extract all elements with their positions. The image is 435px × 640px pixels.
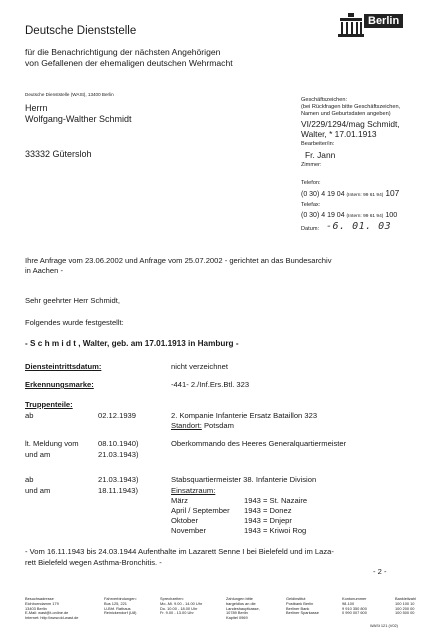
unit3-area-label: Einsatzraum: [171, 486, 216, 495]
footer-email: E-Mail: wast@t-online.de [25, 610, 69, 616]
area-1-month: März [171, 496, 188, 505]
footer-account-label: Kontonummer [342, 596, 367, 601]
reference-label: Geschäftszeichen: [301, 97, 348, 103]
footer-transport-line: Reinickendorf (U8) [104, 610, 137, 616]
unit3-text: Stabsquartiermeister 38. Infanterie Division [171, 475, 317, 484]
footer-col-blz [395, 597, 416, 616]
subject-line-2: in Aachen - [25, 266, 63, 275]
unit3-prefix-b: und am [25, 486, 51, 495]
person-line: - S c h m i d t , Walter, geb. am 17.01.1913 in Hamburg - [25, 339, 239, 348]
phone-extension: 107 [385, 188, 400, 198]
room-label: Zimmer: [301, 162, 322, 168]
area-3-value: 1943 = Dnjepr [244, 516, 292, 525]
hospital-line-2: rett Bielefeld wegen Asthma-Bronchitis. - [25, 558, 162, 567]
footer-col-payments [226, 597, 260, 621]
unit2-prefix-b: und am [25, 450, 51, 459]
form-code: WASt 121 (V02) [370, 623, 398, 628]
editor-value: Fr. Jann [305, 150, 336, 160]
hospital-line-1: - Vom 16.11.1943 bis 24.03.1944 Aufenthalte im Lazarett Senne I bei Bielefeld und im Laza- [25, 547, 334, 556]
salutation: Sehr geehrter Herr Schmidt, [25, 296, 120, 305]
fax-label: Telefax: [301, 202, 321, 208]
berlin-gate-icon [338, 12, 364, 38]
footer-address-city: 13403 Berlin [25, 605, 47, 611]
fax-line [301, 210, 397, 219]
unit1-date: 02.12.1939 [98, 411, 137, 420]
reference-note-1: (bei Rückfragen bitte Geschäftszeichen, [301, 104, 401, 110]
area-4-value: 1943 = Kriwoi Rog [244, 526, 307, 535]
footer-blz-1: 100 100 10 [395, 600, 415, 606]
sender-line: Deutsche Dienststelle (WASt), 13400 Berlin [25, 92, 114, 97]
phone-label: Telefon: [301, 180, 321, 186]
unit2-prefix-a: lt. Meldung vom [25, 439, 79, 448]
unit1-location [171, 421, 234, 430]
area-3-month: Oktober [171, 516, 199, 525]
footer-hours-label: Sprechzeiten: [160, 596, 184, 601]
unit2-date-b: 21.03.1943) [98, 450, 139, 459]
unit2-date-a: 08.10.1940) [98, 439, 139, 448]
unit1-location-value: Potsdam [203, 421, 234, 430]
recipient-city: 33332 Gütersloh [25, 149, 92, 159]
area-2-month: April / September [171, 506, 230, 515]
phone-value: (0 30) 4 19 04 [301, 191, 345, 198]
footer-col-bank [286, 597, 319, 616]
fax-intern: (Intern: 99 61 94) [346, 214, 384, 219]
editor-label: Bearbeiter/in: [301, 141, 335, 147]
footer-hours-mon-wed: Mo.-Mi. 9.00 - 14.00 Uhr [160, 600, 203, 606]
footer-blz-3: 100 500 00 [395, 610, 415, 616]
fax-extension: 100 [385, 210, 398, 219]
header-subtitle-1: für die Benachrichtigung der nächsten Angehörigen [25, 47, 221, 57]
footer-blz-2: 100 200 00 [395, 605, 415, 611]
date-label: Datum: [301, 226, 320, 232]
phone-intern: (Intern: 99 61 94) [346, 193, 384, 198]
intro-text: Folgendes wurde festgestellt: [25, 318, 124, 327]
footer-transport-ubahn: U-Bhf. Rathaus [104, 605, 131, 611]
footer-website: Internet: http://www.dd-wast.de [25, 615, 79, 621]
page-title: Deutsche Dienststelle [25, 25, 137, 37]
entry-value: nicht verzeichnet [171, 362, 228, 371]
entry-label: Diensteintrittsdatum: [25, 362, 102, 371]
subject-line-1: Ihre Anfrage vom 23.06.2002 und Anfrage vom 25.07.2002 - gerichtet an das Bundesarchiv [25, 256, 332, 265]
footer-col-hours [160, 597, 202, 616]
unit1-text: 2. Kompanie Infanterie Ersatz Bataillon 323 [171, 411, 318, 420]
footer-transport-label: Fahrverbindungen: [104, 596, 137, 601]
tag-label: Erkennungsmarke: [25, 380, 94, 389]
tag-value: -441- 2./Inf.Ers.Btl. 323 [171, 380, 250, 389]
unit3-date-a: 21.03.1943) [98, 475, 139, 484]
area-1-value: 1943 = St. Nazaire [244, 496, 308, 505]
footer-blz-label: Bankleitzahl [395, 596, 416, 601]
footer-bank-3: Berliner Sparkasse [286, 610, 319, 616]
unit1-location-label: Standort: [171, 421, 202, 430]
header-subtitle-2: von Gefallenen der ehemaligen deutschen Wehrmacht [25, 58, 233, 68]
area-4-month: November [171, 526, 207, 535]
footer-col-account [342, 597, 367, 616]
berlin-logo [338, 12, 364, 43]
footer-hours-thu: Do. 10.00 - 18.00 Uhr [160, 605, 198, 611]
footer-bank-label: Geldinstitut [286, 596, 306, 601]
footer-col-transport [104, 597, 137, 616]
unit3-prefix-a: ab [25, 475, 34, 484]
area-2-value: 1943 = Donez [244, 506, 292, 515]
reference-value-1: VI/229/1294/mag Schmidt, [301, 119, 400, 129]
berlin-logo-text: Berlin [364, 14, 403, 28]
footer-bank-1: Postbank Berlin [286, 600, 314, 606]
footer-payments-2: bargeldlos an die [226, 600, 256, 606]
page-number: - 2 - [373, 567, 387, 576]
unit3-date-b: 18.11.1943) [98, 486, 138, 495]
footer-payments-3: Landeshauptkasse, [226, 605, 260, 611]
recipient-salutation: Herrn [25, 103, 48, 113]
date-value: -6. 01. 03 [326, 221, 392, 232]
footer-hours-fri: Fr. 9.00 - 13.00 Uhr [160, 610, 194, 616]
footer-account-2: 9 910 350 800 [342, 605, 367, 611]
footer-address-street: Eichborndamm 179 [25, 600, 59, 606]
footer-account-1: 98-100 [342, 600, 355, 606]
unit2-text: Oberkommando des Heeres Generalquartiermeister [171, 439, 347, 448]
unit1-prefix: ab [25, 411, 34, 420]
footer-payments-4: 10789 Berlin [226, 610, 248, 616]
footer-account-3: 0 990 007 600 [342, 610, 367, 616]
footer-address-label: Besuchsadresse [25, 596, 54, 601]
phone-line [301, 188, 399, 198]
footer-col-address [25, 597, 78, 621]
units-label: Truppenteile: [25, 400, 73, 409]
footer-payments-5: Kapitel 0969 [226, 615, 248, 621]
footer-payments-1: Zahlungen bitte [226, 596, 253, 601]
footer-transport-bus: Bus 125, 221 [104, 600, 127, 606]
recipient-name: Wolfgang-Walther Schmidt [25, 114, 132, 124]
footer-bank-2: Berliner Bank [286, 605, 310, 611]
reference-value-2: Walter, * 17.01.1913 [301, 129, 377, 139]
fax-value: (0 30) 4 19 04 [301, 212, 345, 219]
reference-note-2: Namen und Geburtsdaten angeben) [301, 111, 391, 117]
